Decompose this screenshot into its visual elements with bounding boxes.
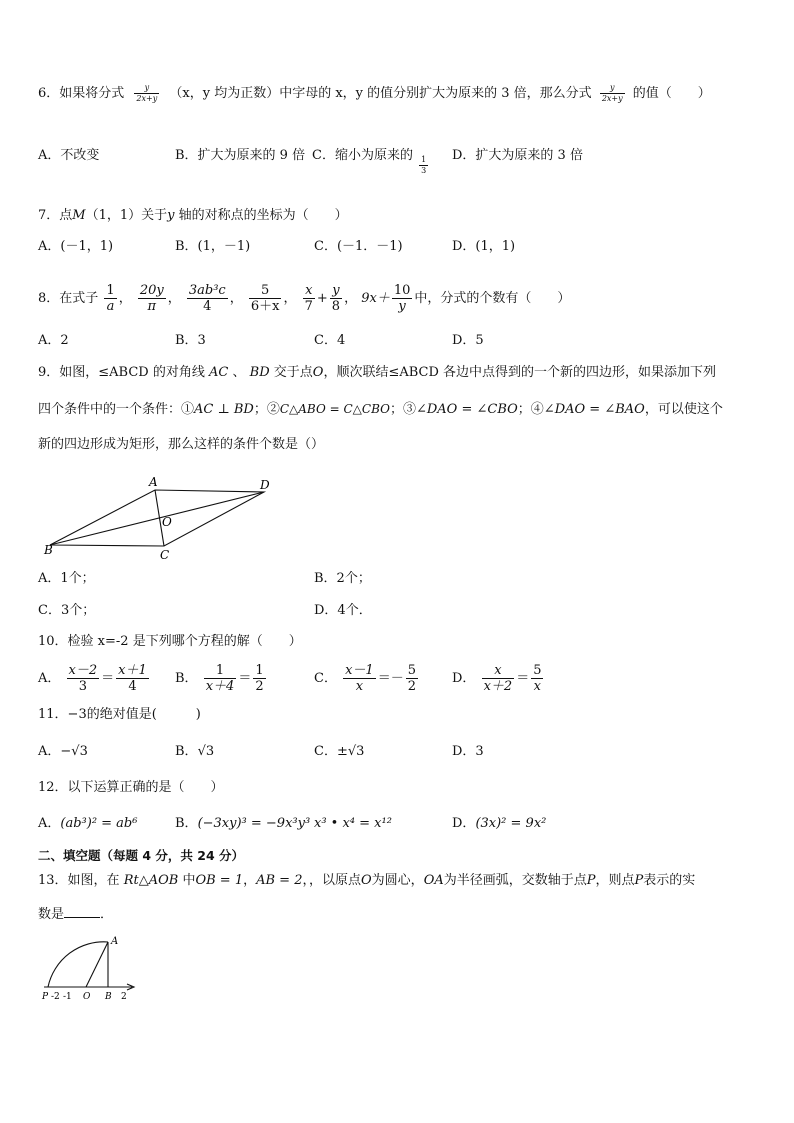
q8-frac-6: $\frac{y}{8}$ xyxy=(331,283,341,314)
question-7-stem: 7．点M（1，1）关于y 轴的对称点的坐标为（ ） xyxy=(38,208,348,223)
q8-frac-7: $\frac{10}{y}$ xyxy=(393,283,411,314)
q13-arc xyxy=(48,942,108,987)
q8-frac-3: $\frac{\text{3ab³c}}{4}$ xyxy=(188,283,226,314)
q12-option-b: B．(−3xy)³ = −9x³y³ xyxy=(175,816,311,831)
q7-option-c: C．(－1．－1) xyxy=(314,239,403,254)
q13-label-o: O xyxy=(83,992,91,1002)
q13-number-line-figure xyxy=(38,930,148,1005)
q13-label-minus-1: -1 xyxy=(63,992,72,1002)
q6-text-b: （x，y 均为正数）中字母的 x，y 的值分别扩大为原来的 3 倍，那么分式 xyxy=(169,86,592,101)
question-8-stem: 8．在式子 $\frac{1}{a}$ ， $\frac{20y}{\pi}$ ， $\frac{\text{3ab³c}}{4}$ ， $\frac{5}{6+x}$ ， $\frac{x}{7}$ + $\frac{y}{8}$ ， 9x＋ $\frac{10}{y}$ 中，分式的个数有（ ） xyxy=(38,283,571,314)
q13-label-p: P xyxy=(42,992,49,1002)
q7-option-a: A．(－1，1) xyxy=(38,239,114,254)
question-10-stem: 10．检验 x=-2 是下列哪个方程的解（ ） xyxy=(38,634,302,649)
q7-option-b: B．(1，－1) xyxy=(175,239,251,254)
q8-frac-4: $\frac{5}{6+x}$ xyxy=(250,283,280,314)
q8-frac-2: $\frac{20y}{\pi}$ xyxy=(139,283,164,314)
q8-option-a: A．2 xyxy=(38,333,69,348)
q6-fraction-2: $\frac{y}{2x+y}$ xyxy=(601,83,623,103)
q6-option-d: D．扩大为原来的 3 倍 xyxy=(452,148,583,163)
question-9-line-3: 新的四边形成为矩形，那么这样的条件个数是（） xyxy=(38,437,325,452)
question-9-line-2: 四个条件中的一个条件：①AC ⊥ BD；②C△ABO = C△CBO；③∠DAO = ∠CBO；④∠DAO = ∠BAO，可以使这个 xyxy=(38,402,723,417)
q8-frac-1: $\frac{1}{a}$ xyxy=(106,283,115,314)
q13-label-a: A xyxy=(111,936,119,947)
q6-option-b: B．扩大为原来的 9 倍 xyxy=(175,148,306,163)
question-13-line-1: 13．如图，在 Rt△AOB 中OB = 1，AB = 2，，以原点O为圆心，OA为半径画弧，交数轴于点P，则点P表示的实 xyxy=(38,873,696,888)
q8-option-c: C．4 xyxy=(314,333,346,348)
question-9-line-1: 9．如图，≤ABCD 的对角线 AC 、 BD 交于点O，顺次联结≤ABCD 各边中点得到的一个新的四边形，如果添加下列 xyxy=(38,365,717,380)
q6-option-c-fraction: $\frac{1}{3}$ xyxy=(421,155,427,175)
q9-label-o: O xyxy=(162,515,172,529)
q9-option-c: C．3个； xyxy=(38,603,96,618)
q12-option-a: A．(ab³)² = ab⁶ xyxy=(38,816,138,831)
question-11-stem: 11．−3的绝对值是( ) xyxy=(38,707,201,722)
q13-label-2: 2 xyxy=(121,992,127,1002)
q11-option-d: D．3 xyxy=(452,744,484,759)
q8-frac-5: $\frac{x}{7}$ xyxy=(304,283,313,314)
q11-option-b: B．√3 xyxy=(175,744,215,759)
q12-option-d: D．(3x)² = 9x² xyxy=(452,816,547,831)
q9-label-c: C xyxy=(160,548,170,562)
q10-option-b: B． $\frac{1}{x+4}$ ＝ $\frac{1}{2}$ xyxy=(175,663,264,694)
q6-text-a: 6．如果将分式 xyxy=(38,86,125,101)
section-2-heading: 二、填空题（每题 4 分，共 24 分） xyxy=(38,848,245,863)
q8-option-b: B．3 xyxy=(175,333,206,348)
q10-option-c: C． $\frac{x-1}{x}$ ＝－ $\frac{5}{2}$ xyxy=(314,663,416,694)
q6-text-c: 的值（ ） xyxy=(632,86,711,101)
q9-option-b: B．2个； xyxy=(314,571,371,586)
q9-label-b: B xyxy=(44,543,53,557)
q13-label-b: B xyxy=(105,992,112,1002)
q6-fraction-1: $\frac{y}{2x+y}$ xyxy=(136,83,158,103)
q12-option-c: x³ • x⁴ = x¹² xyxy=(314,816,392,831)
q10-option-d: D． $\frac{x}{x+2}$ ＝ $\frac{5}{x}$ xyxy=(452,663,542,694)
q11-option-a: A．−√3 xyxy=(38,744,88,759)
q13-segment-oa xyxy=(86,942,108,987)
q8-option-d: D．5 xyxy=(452,333,484,348)
question-6-stem xyxy=(38,83,758,104)
q13-answer-blank[interactable] xyxy=(64,903,100,918)
q9-option-a: A．1个； xyxy=(38,571,95,586)
q9-label-a: A xyxy=(149,475,158,489)
q7-option-d: D．(1，1) xyxy=(452,239,516,254)
q6-option-a: A．不改变 xyxy=(38,148,100,163)
question-13-line-2: 数是 ． xyxy=(38,903,758,925)
q9-option-d: D．4个． xyxy=(314,603,372,618)
q9-parallelogram-figure xyxy=(38,472,288,562)
q11-option-c: C．±√3 xyxy=(314,744,365,759)
q6-option-c: C．缩小为原来的 $\frac{1}{3}$ xyxy=(312,148,427,175)
question-12-stem: 12．以下运算正确的是（ ） xyxy=(38,780,224,795)
q13-label-minus-2: -2 xyxy=(51,992,60,1002)
q9-label-d: D xyxy=(260,478,270,492)
q10-option-a: A． $\frac{x-2}{3}$ ＝ $\frac{x+1}{4}$ xyxy=(38,663,147,694)
